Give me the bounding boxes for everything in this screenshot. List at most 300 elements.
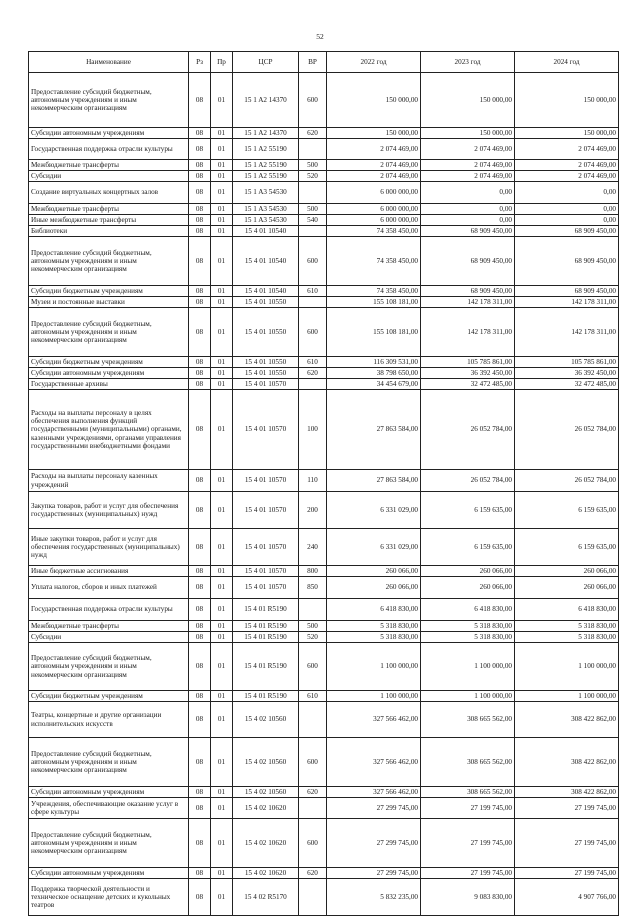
- row-pr-cell: 01: [211, 470, 233, 492]
- header-2023: 2023 год: [421, 52, 515, 73]
- row-2022-cell: 116 309 531,00: [327, 357, 421, 368]
- row-2024-cell: 27 199 745,00: [515, 819, 619, 868]
- row-2023-cell: 0,00: [421, 182, 515, 204]
- row-name-cell: Закупка товаров, работ и услуг для обеспечения государственных (муниципальных) нужд: [29, 492, 189, 529]
- table-row: [29, 215, 619, 226]
- row-2024-cell: 308 422 862,00: [515, 738, 619, 787]
- row-2022-cell: 27 863 584,00: [327, 390, 421, 470]
- row-vr-cell: [299, 879, 327, 916]
- table-body: [29, 73, 619, 916]
- row-name-cell: Субсидии автономным учреждениям: [29, 368, 189, 379]
- row-2023-cell: 0,00: [421, 204, 515, 215]
- row-2024-cell: 150 000,00: [515, 128, 619, 139]
- row-2023-cell: 1 100 000,00: [421, 643, 515, 691]
- row-2023-cell: 308 665 562,00: [421, 787, 515, 798]
- row-csr-cell: 15 1 A2 14370: [233, 73, 299, 128]
- row-name-cell: Расходы на выплаты персоналу в целях обеспечения выполнения функций государственными (муниципальными) органами, казенными учреждениями, органами управления государственными внебюджетными фондами: [29, 390, 189, 470]
- row-2022-cell: 2 074 469,00: [327, 139, 421, 160]
- header-2022: 2022 год: [327, 52, 421, 73]
- row-rz-cell: 08: [189, 368, 211, 379]
- row-rz-cell: 08: [189, 819, 211, 868]
- row-2024-cell: 6 418 830,00: [515, 599, 619, 621]
- table-row: [29, 171, 619, 182]
- row-csr-cell: 15 4 01 R5190: [233, 599, 299, 621]
- table-row: [29, 182, 619, 204]
- row-rz-cell: 08: [189, 643, 211, 691]
- row-rz-cell: 08: [189, 738, 211, 787]
- table-row: [29, 798, 619, 819]
- row-rz-cell: 08: [189, 390, 211, 470]
- row-pr-cell: 01: [211, 73, 233, 128]
- row-rz-cell: 08: [189, 470, 211, 492]
- row-csr-cell: 15 4 01 10540: [233, 226, 299, 237]
- row-2023-cell: 142 178 311,00: [421, 308, 515, 357]
- row-name-cell: Субсидии автономным учреждениям: [29, 128, 189, 139]
- row-csr-cell: 15 4 01 10540: [233, 237, 299, 286]
- table-row: [29, 577, 619, 599]
- budget-table: [28, 51, 619, 916]
- row-name-cell: Расходы на выплаты персоналу казенных учреждений: [29, 470, 189, 492]
- row-pr-cell: 01: [211, 819, 233, 868]
- row-2023-cell: 142 178 311,00: [421, 297, 515, 308]
- row-vr-cell: [299, 226, 327, 237]
- row-2023-cell: 6 418 830,00: [421, 599, 515, 621]
- table-row: [29, 787, 619, 798]
- row-name-cell: Субсидии: [29, 632, 189, 643]
- row-vr-cell: 620: [299, 787, 327, 798]
- row-csr-cell: 15 4 01 10550: [233, 308, 299, 357]
- row-2024-cell: 150 000,00: [515, 73, 619, 128]
- table-header-row: [29, 52, 619, 73]
- table-row: [29, 368, 619, 379]
- row-2022-cell: 27 299 745,00: [327, 868, 421, 879]
- row-vr-cell: 600: [299, 308, 327, 357]
- row-csr-cell: 15 4 02 R5170: [233, 879, 299, 916]
- table-row: [29, 237, 619, 286]
- row-2023-cell: 0,00: [421, 215, 515, 226]
- row-2024-cell: 68 909 450,00: [515, 286, 619, 297]
- row-pr-cell: 01: [211, 171, 233, 182]
- row-pr-cell: 01: [211, 357, 233, 368]
- page-number: 52: [316, 32, 324, 41]
- table-row: [29, 529, 619, 566]
- table-row: [29, 357, 619, 368]
- row-2022-cell: 1 100 000,00: [327, 691, 421, 702]
- table-row: [29, 390, 619, 470]
- row-2022-cell: 6 000 000,00: [327, 182, 421, 204]
- row-2023-cell: 26 052 784,00: [421, 470, 515, 492]
- row-2023-cell: 2 074 469,00: [421, 139, 515, 160]
- row-name-cell: Предоставление субсидий бюджетным, автономным учреждениям и иным некоммерческим организациям: [29, 738, 189, 787]
- row-rz-cell: 08: [189, 204, 211, 215]
- row-2022-cell: 74 358 450,00: [327, 226, 421, 237]
- table-row: [29, 599, 619, 621]
- row-2024-cell: 26 052 784,00: [515, 390, 619, 470]
- row-name-cell: Субсидии автономным учреждениям: [29, 787, 189, 798]
- row-2024-cell: 2 074 469,00: [515, 139, 619, 160]
- row-2024-cell: 0,00: [515, 215, 619, 226]
- row-rz-cell: 08: [189, 691, 211, 702]
- row-2022-cell: 74 358 450,00: [327, 237, 421, 286]
- row-2024-cell: 308 422 862,00: [515, 787, 619, 798]
- row-pr-cell: 01: [211, 738, 233, 787]
- table-row: [29, 643, 619, 691]
- row-2022-cell: 327 566 462,00: [327, 738, 421, 787]
- row-rz-cell: 08: [189, 599, 211, 621]
- row-pr-cell: 01: [211, 286, 233, 297]
- row-name-cell: Иные закупки товаров, работ и услуг для обеспечения государственных (муниципальных) нужд: [29, 529, 189, 566]
- row-2022-cell: 5 318 830,00: [327, 632, 421, 643]
- row-2022-cell: 27 863 584,00: [327, 470, 421, 492]
- row-pr-cell: 01: [211, 879, 233, 916]
- row-pr-cell: 01: [211, 529, 233, 566]
- row-pr-cell: 01: [211, 160, 233, 171]
- row-2024-cell: 105 785 861,00: [515, 357, 619, 368]
- row-2024-cell: 142 178 311,00: [515, 308, 619, 357]
- row-name-cell: Субсидии бюджетным учреждениям: [29, 286, 189, 297]
- row-2024-cell: 2 074 469,00: [515, 160, 619, 171]
- row-2023-cell: 150 000,00: [421, 128, 515, 139]
- row-csr-cell: 15 4 02 10560: [233, 702, 299, 738]
- row-pr-cell: 01: [211, 632, 233, 643]
- row-csr-cell: 15 4 01 R5190: [233, 643, 299, 691]
- row-pr-cell: 01: [211, 702, 233, 738]
- row-2023-cell: 68 909 450,00: [421, 237, 515, 286]
- row-name-cell: Поддержка творческой деятельности и техническое оснащение детских и кукольных театров: [29, 879, 189, 916]
- row-vr-cell: 610: [299, 691, 327, 702]
- header-csr: ЦСР: [233, 52, 299, 73]
- row-2022-cell: 6 000 000,00: [327, 215, 421, 226]
- row-csr-cell: 15 4 02 10620: [233, 819, 299, 868]
- row-pr-cell: 01: [211, 390, 233, 470]
- row-pr-cell: 01: [211, 128, 233, 139]
- row-2022-cell: 2 074 469,00: [327, 160, 421, 171]
- row-2022-cell: 327 566 462,00: [327, 787, 421, 798]
- row-csr-cell: 15 4 01 10570: [233, 566, 299, 577]
- row-2023-cell: 150 000,00: [421, 73, 515, 128]
- row-vr-cell: 200: [299, 492, 327, 529]
- row-name-cell: Субсидии автономным учреждениям: [29, 868, 189, 879]
- row-vr-cell: 610: [299, 357, 327, 368]
- table-row: [29, 738, 619, 787]
- table-row: [29, 73, 619, 128]
- table-row: [29, 879, 619, 916]
- row-2022-cell: 74 358 450,00: [327, 286, 421, 297]
- table-row: [29, 566, 619, 577]
- row-rz-cell: 08: [189, 879, 211, 916]
- row-name-cell: Предоставление субсидий бюджетным, автономным учреждениям и иным некоммерческим организациям: [29, 237, 189, 286]
- row-2022-cell: 5 832 235,00: [327, 879, 421, 916]
- row-csr-cell: 15 1 A3 54530: [233, 215, 299, 226]
- row-2023-cell: 5 318 830,00: [421, 632, 515, 643]
- table-row: [29, 621, 619, 632]
- row-pr-cell: 01: [211, 204, 233, 215]
- row-2023-cell: 308 665 562,00: [421, 702, 515, 738]
- row-2023-cell: 260 066,00: [421, 566, 515, 577]
- row-name-cell: Уплата налогов, сборов и иных платежей: [29, 577, 189, 599]
- row-2023-cell: 36 392 450,00: [421, 368, 515, 379]
- row-pr-cell: 01: [211, 868, 233, 879]
- row-csr-cell: 15 4 01 10570: [233, 492, 299, 529]
- row-rz-cell: 08: [189, 577, 211, 599]
- table-row: [29, 128, 619, 139]
- row-2024-cell: 5 318 830,00: [515, 621, 619, 632]
- header-name: Наименование: [29, 52, 189, 73]
- row-vr-cell: 540: [299, 215, 327, 226]
- row-pr-cell: 01: [211, 691, 233, 702]
- row-rz-cell: 08: [189, 492, 211, 529]
- row-2022-cell: 2 074 469,00: [327, 171, 421, 182]
- row-pr-cell: 01: [211, 787, 233, 798]
- row-pr-cell: 01: [211, 226, 233, 237]
- row-vr-cell: [299, 798, 327, 819]
- row-2023-cell: 2 074 469,00: [421, 160, 515, 171]
- row-2022-cell: 260 066,00: [327, 577, 421, 599]
- row-2024-cell: 6 159 635,00: [515, 492, 619, 529]
- row-2022-cell: 38 798 650,00: [327, 368, 421, 379]
- row-2024-cell: 308 422 862,00: [515, 702, 619, 738]
- row-2022-cell: 27 299 745,00: [327, 798, 421, 819]
- row-rz-cell: 08: [189, 182, 211, 204]
- row-name-cell: Государственные архивы: [29, 379, 189, 390]
- row-2024-cell: 32 472 485,00: [515, 379, 619, 390]
- row-2022-cell: 6 418 830,00: [327, 599, 421, 621]
- row-rz-cell: 08: [189, 868, 211, 879]
- row-2023-cell: 9 083 830,00: [421, 879, 515, 916]
- row-name-cell: Предоставление субсидий бюджетным, автономным учреждениям и иным некоммерческим организациям: [29, 73, 189, 128]
- row-name-cell: Субсидии бюджетным учреждениям: [29, 691, 189, 702]
- row-csr-cell: 15 4 01 10570: [233, 577, 299, 599]
- row-name-cell: Учреждения, обеспечивающие оказание услуг в сфере культуры: [29, 798, 189, 819]
- row-name-cell: Межбюджетные трансферты: [29, 160, 189, 171]
- header-2024: 2024 год: [515, 52, 619, 73]
- row-rz-cell: 08: [189, 621, 211, 632]
- row-vr-cell: 500: [299, 204, 327, 215]
- row-vr-cell: 240: [299, 529, 327, 566]
- row-2023-cell: 6 159 635,00: [421, 492, 515, 529]
- row-2022-cell: 6 331 029,00: [327, 492, 421, 529]
- row-rz-cell: 08: [189, 226, 211, 237]
- row-pr-cell: 01: [211, 215, 233, 226]
- row-name-cell: Библиотеки: [29, 226, 189, 237]
- row-vr-cell: [299, 139, 327, 160]
- row-csr-cell: 15 4 02 10620: [233, 868, 299, 879]
- row-vr-cell: 100: [299, 390, 327, 470]
- row-vr-cell: 600: [299, 819, 327, 868]
- row-pr-cell: 01: [211, 621, 233, 632]
- row-csr-cell: 15 1 A3 54530: [233, 182, 299, 204]
- row-pr-cell: 01: [211, 139, 233, 160]
- row-csr-cell: 15 4 01 10540: [233, 286, 299, 297]
- row-2023-cell: 27 199 745,00: [421, 868, 515, 879]
- row-2024-cell: 27 199 745,00: [515, 798, 619, 819]
- row-2022-cell: 155 108 181,00: [327, 297, 421, 308]
- row-2022-cell: 327 566 462,00: [327, 702, 421, 738]
- row-csr-cell: 15 1 A2 55190: [233, 160, 299, 171]
- row-name-cell: Музеи и постоянные выставки: [29, 297, 189, 308]
- row-2024-cell: 260 066,00: [515, 566, 619, 577]
- row-csr-cell: 15 4 01 R5190: [233, 621, 299, 632]
- table-row: [29, 379, 619, 390]
- row-2023-cell: 68 909 450,00: [421, 286, 515, 297]
- row-rz-cell: 08: [189, 160, 211, 171]
- row-vr-cell: 800: [299, 566, 327, 577]
- row-2024-cell: 27 199 745,00: [515, 868, 619, 879]
- row-2023-cell: 68 909 450,00: [421, 226, 515, 237]
- row-2024-cell: 36 392 450,00: [515, 368, 619, 379]
- row-name-cell: Создание виртуальных концертных залов: [29, 182, 189, 204]
- row-rz-cell: 08: [189, 128, 211, 139]
- row-name-cell: Театры, концертные и другие организации исполнительских искусств: [29, 702, 189, 738]
- row-csr-cell: 15 4 01 10550: [233, 297, 299, 308]
- row-name-cell: Государственная поддержка отрасли культуры: [29, 139, 189, 160]
- row-2022-cell: 1 100 000,00: [327, 643, 421, 691]
- row-2023-cell: 26 052 784,00: [421, 390, 515, 470]
- row-pr-cell: 01: [211, 643, 233, 691]
- table-row: [29, 470, 619, 492]
- row-vr-cell: 520: [299, 171, 327, 182]
- row-2024-cell: 2 074 469,00: [515, 171, 619, 182]
- row-csr-cell: 15 1 A2 55190: [233, 171, 299, 182]
- row-name-cell: Предоставление субсидий бюджетным, автономным учреждениям и иным некоммерческим организациям: [29, 643, 189, 691]
- row-2022-cell: 6 331 029,00: [327, 529, 421, 566]
- table-row: [29, 702, 619, 738]
- row-pr-cell: 01: [211, 237, 233, 286]
- row-2022-cell: 260 066,00: [327, 566, 421, 577]
- row-vr-cell: 600: [299, 738, 327, 787]
- row-2022-cell: 5 318 830,00: [327, 621, 421, 632]
- table-row: [29, 632, 619, 643]
- row-pr-cell: 01: [211, 368, 233, 379]
- row-name-cell: Иные бюджетные ассигнования: [29, 566, 189, 577]
- row-pr-cell: 01: [211, 308, 233, 357]
- row-rz-cell: 08: [189, 286, 211, 297]
- row-csr-cell: 15 4 01 10570: [233, 470, 299, 492]
- row-rz-cell: 08: [189, 215, 211, 226]
- row-csr-cell: 15 1 A3 54530: [233, 204, 299, 215]
- row-vr-cell: 620: [299, 868, 327, 879]
- table-row: [29, 226, 619, 237]
- row-csr-cell: 15 4 02 10560: [233, 787, 299, 798]
- row-2022-cell: 34 454 679,00: [327, 379, 421, 390]
- row-2023-cell: 27 199 745,00: [421, 819, 515, 868]
- row-csr-cell: 15 4 02 10560: [233, 738, 299, 787]
- row-csr-cell: 15 4 01 R5190: [233, 691, 299, 702]
- row-2024-cell: 260 066,00: [515, 577, 619, 599]
- table-row: [29, 204, 619, 215]
- row-name-cell: Субсидии бюджетным учреждениям: [29, 357, 189, 368]
- header-vr: ВР: [299, 52, 327, 73]
- row-vr-cell: 600: [299, 237, 327, 286]
- row-vr-cell: 620: [299, 368, 327, 379]
- row-name-cell: Субсидии: [29, 171, 189, 182]
- row-pr-cell: 01: [211, 566, 233, 577]
- row-2024-cell: 26 052 784,00: [515, 470, 619, 492]
- row-csr-cell: 15 4 01 10550: [233, 357, 299, 368]
- row-csr-cell: 15 4 01 10570: [233, 390, 299, 470]
- row-rz-cell: 08: [189, 237, 211, 286]
- row-rz-cell: 08: [189, 798, 211, 819]
- row-vr-cell: 110: [299, 470, 327, 492]
- row-rz-cell: 08: [189, 632, 211, 643]
- table-row: [29, 868, 619, 879]
- row-rz-cell: 08: [189, 566, 211, 577]
- row-2024-cell: 4 907 766,00: [515, 879, 619, 916]
- row-pr-cell: 01: [211, 492, 233, 529]
- row-2024-cell: 0,00: [515, 204, 619, 215]
- row-vr-cell: [299, 379, 327, 390]
- row-pr-cell: 01: [211, 798, 233, 819]
- row-2024-cell: 142 178 311,00: [515, 297, 619, 308]
- row-vr-cell: [299, 599, 327, 621]
- row-2024-cell: 0,00: [515, 182, 619, 204]
- row-2023-cell: 27 199 745,00: [421, 798, 515, 819]
- table-row: [29, 691, 619, 702]
- row-2024-cell: 1 100 000,00: [515, 643, 619, 691]
- row-2022-cell: 6 000 000,00: [327, 204, 421, 215]
- row-rz-cell: 08: [189, 529, 211, 566]
- row-vr-cell: 620: [299, 128, 327, 139]
- row-2023-cell: 2 074 469,00: [421, 171, 515, 182]
- row-2024-cell: 5 318 830,00: [515, 632, 619, 643]
- row-name-cell: Иные межбюджетные трансферты: [29, 215, 189, 226]
- row-rz-cell: 08: [189, 787, 211, 798]
- table-row: [29, 297, 619, 308]
- row-rz-cell: 08: [189, 171, 211, 182]
- row-2023-cell: 260 066,00: [421, 577, 515, 599]
- row-name-cell: Предоставление субсидий бюджетным, автономным учреждениям и иным некоммерческим организациям: [29, 819, 189, 868]
- row-csr-cell: 15 1 A2 55190: [233, 139, 299, 160]
- row-vr-cell: 610: [299, 286, 327, 297]
- table-row: [29, 492, 619, 529]
- header-rz: Рз: [189, 52, 211, 73]
- table-row: [29, 308, 619, 357]
- row-pr-cell: 01: [211, 577, 233, 599]
- row-csr-cell: 15 4 02 10620: [233, 798, 299, 819]
- row-rz-cell: 08: [189, 702, 211, 738]
- row-vr-cell: [299, 702, 327, 738]
- row-name-cell: Межбюджетные трансферты: [29, 621, 189, 632]
- row-pr-cell: 01: [211, 297, 233, 308]
- row-rz-cell: 08: [189, 357, 211, 368]
- table-row: [29, 139, 619, 160]
- row-csr-cell: 15 4 01 R5190: [233, 632, 299, 643]
- row-rz-cell: 08: [189, 139, 211, 160]
- row-vr-cell: 520: [299, 632, 327, 643]
- row-2023-cell: 1 100 000,00: [421, 691, 515, 702]
- row-csr-cell: 15 1 A2 14370: [233, 128, 299, 139]
- table-row: [29, 160, 619, 171]
- row-rz-cell: 08: [189, 379, 211, 390]
- row-vr-cell: 850: [299, 577, 327, 599]
- row-2022-cell: 27 299 745,00: [327, 819, 421, 868]
- header-pr: Пр: [211, 52, 233, 73]
- row-vr-cell: 500: [299, 160, 327, 171]
- row-vr-cell: 500: [299, 621, 327, 632]
- row-csr-cell: 15 4 01 10550: [233, 368, 299, 379]
- row-vr-cell: [299, 182, 327, 204]
- row-2023-cell: 105 785 861,00: [421, 357, 515, 368]
- row-2024-cell: 1 100 000,00: [515, 691, 619, 702]
- table-row: [29, 286, 619, 297]
- row-rz-cell: 08: [189, 73, 211, 128]
- row-2022-cell: 150 000,00: [327, 73, 421, 128]
- row-2024-cell: 68 909 450,00: [515, 226, 619, 237]
- row-csr-cell: 15 4 01 10570: [233, 379, 299, 390]
- row-name-cell: Межбюджетные трансферты: [29, 204, 189, 215]
- row-2023-cell: 6 159 635,00: [421, 529, 515, 566]
- row-vr-cell: 600: [299, 643, 327, 691]
